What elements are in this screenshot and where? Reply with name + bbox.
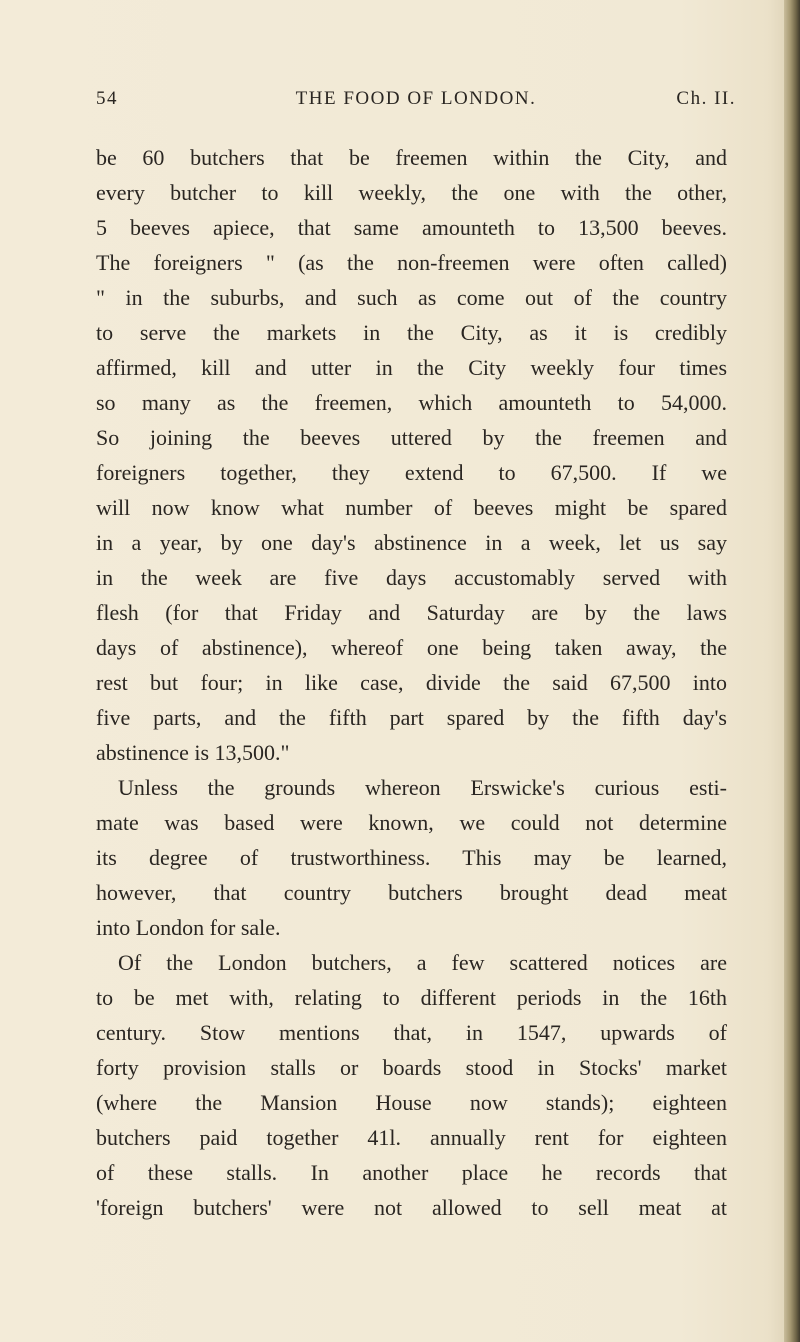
- text-line: will now know what number of beeves might be spared: [96, 495, 727, 520]
- text-line: in the week are five days accustomably served with: [96, 565, 727, 590]
- text-line: its degree of trustworthiness. This may be learned,: [96, 845, 727, 870]
- text-line: foreigners together, they extend to 67,500. If we: [96, 460, 727, 485]
- text-line: century. Stow mentions that, in 1547, upwards of: [96, 1020, 727, 1045]
- text-line: (where the Mansion House now stands); eighteen: [96, 1090, 727, 1115]
- text-line: in a year, by one day's abstinence in a week, let us say: [96, 530, 727, 555]
- paragraph-start-line: Unless the grounds whereon Erswicke's curious esti-: [118, 775, 727, 800]
- chapter-label: Ch. II.: [676, 88, 736, 109]
- text-line: of these stalls. In another place he records that: [96, 1160, 727, 1185]
- text-line: into London for sale.: [96, 915, 281, 940]
- running-header: [96, 88, 736, 118]
- text-line: So joining the beeves uttered by the freemen and: [96, 425, 727, 450]
- text-line: flesh (for that Friday and Saturday are by the laws: [96, 600, 727, 625]
- text-line: be 60 butchers that be freemen within the City, and: [96, 145, 727, 170]
- text-line: affirmed, kill and utter in the City weekly four times: [96, 355, 727, 380]
- text-line: forty provision stalls or boards stood in Stocks' market: [96, 1055, 727, 1080]
- text-line: mate was based were known, we could not determine: [96, 810, 727, 835]
- text-line: 5 beeves apiece, that same amounteth to 13,500 beeves.: [96, 215, 727, 240]
- text-line: every butcher to kill weekly, the one with the other,: [96, 180, 727, 205]
- page-gutter-edge: [784, 0, 800, 1342]
- text-line: butchers paid together 41l. annually rent for eighteen: [96, 1125, 727, 1150]
- text-line: to serve the markets in the City, as it is credibly: [96, 320, 727, 345]
- text-line: The foreigners " (as the non-freemen were often called): [96, 250, 727, 275]
- text-line: so many as the freemen, which amounteth to 54,000.: [96, 390, 727, 415]
- paragraph-start-line: Of the London butchers, a few scattered notices are: [118, 950, 727, 975]
- text-line: " in the suburbs, and such as come out of the country: [96, 285, 727, 310]
- running-title: THE FOOD OF LONDON.: [295, 88, 537, 109]
- text-line: rest but four; in like case, divide the said 67,500 into: [96, 670, 727, 695]
- text-line: five parts, and the fifth part spared by the fifth day's: [96, 705, 727, 730]
- body-text: [96, 140, 727, 1225]
- text-line: however, that country butchers brought dead meat: [96, 880, 727, 905]
- text-line: days of abstinence), whereof one being taken away, the: [96, 635, 727, 660]
- text-line: abstinence is 13,500.": [96, 740, 290, 765]
- page-number: 54: [96, 88, 118, 109]
- text-line: to be met with, relating to different periods in the 16th: [96, 985, 727, 1010]
- text-line: 'foreign butchers' were not allowed to sell meat at: [96, 1195, 727, 1220]
